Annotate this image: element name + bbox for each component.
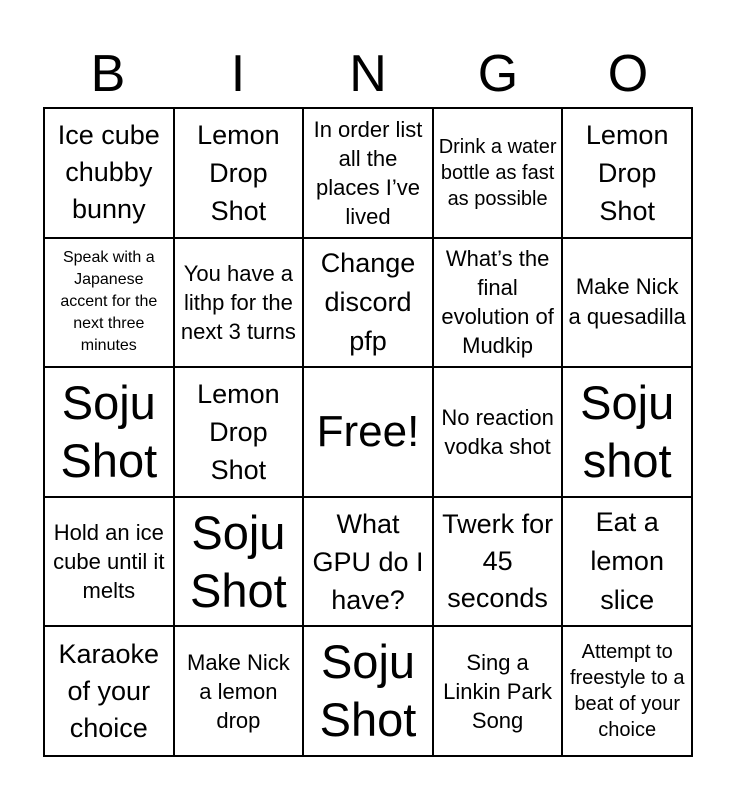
bingo-board	[43, 107, 693, 757]
bingo-cell[interactable]	[433, 238, 563, 368]
cell-text: Soju Shot	[319, 635, 417, 747]
cell-text: Drink a water bottle as fast as possible	[438, 135, 557, 210]
bingo-header	[43, 40, 693, 108]
bingo-cell[interactable]	[303, 238, 433, 368]
bingo-cell[interactable]	[562, 367, 692, 497]
bingo-cell[interactable]	[303, 626, 433, 756]
bingo-cell[interactable]	[44, 626, 174, 756]
bingo-cell[interactable]	[562, 108, 692, 238]
cell-text: In order list all the places I’ve lived	[313, 116, 423, 229]
header-letter-b: B	[90, 45, 126, 103]
bingo-cell[interactable]	[174, 108, 304, 238]
header-letter-n: N	[349, 45, 387, 103]
bingo-cell[interactable]	[433, 108, 563, 238]
cell-text: Lemon Drop Shot	[197, 378, 280, 485]
cell-text: Soju Shot	[60, 375, 158, 487]
cell-text: What’s the final evolution of Mudkip	[441, 246, 554, 359]
bingo-cell[interactable]	[174, 626, 304, 756]
cell-text: Speak with a Japanese accent for the next three minutes	[60, 249, 158, 355]
cell-text: Eat a lemon slice	[590, 507, 664, 616]
cell-text: Change discord pfp	[320, 247, 416, 356]
cell-text: Hold an ice cube until it melts	[53, 520, 165, 604]
cell-text: Lemon Drop Shot	[197, 119, 280, 226]
cell-text: You have a lithp for the next 3 turns	[180, 260, 296, 344]
cell-text: What GPU do I have?	[312, 508, 424, 615]
cell-text: Karaoke of your choice	[58, 638, 160, 743]
cell-text: Soju shot	[580, 375, 675, 487]
cell-text: Ice cube chubby bunny	[57, 120, 160, 225]
bingo-cell[interactable]	[562, 626, 692, 756]
bingo-cell[interactable]	[562, 238, 692, 368]
bingo-cell[interactable]	[174, 367, 304, 497]
bingo-cell[interactable]	[174, 238, 304, 368]
cell-text: Make Nick a lemon drop	[187, 649, 290, 733]
bingo-cell[interactable]	[303, 108, 433, 238]
bingo-cell-free[interactable]	[303, 367, 433, 497]
bingo-cell[interactable]	[44, 238, 174, 368]
bingo-cell[interactable]	[303, 497, 433, 627]
header-letter-o: O	[607, 45, 649, 103]
cell-text: No reaction vodka shot	[441, 404, 554, 459]
bingo-cell[interactable]	[433, 497, 563, 627]
header-letter-g: G	[477, 45, 519, 103]
bingo-cell[interactable]	[174, 497, 304, 627]
bingo-cell[interactable]	[562, 497, 692, 627]
cell-text: Sing a Linkin Park Song	[443, 649, 553, 733]
cell-text: Attempt to freestyle to a beat of your choice	[569, 641, 685, 742]
bingo-cell[interactable]	[44, 497, 174, 627]
cell-text: Twerk for 45 seconds	[442, 509, 554, 614]
free-space-text: Free!	[316, 406, 420, 456]
cell-text: Make Nick a quesadilla	[568, 274, 686, 330]
cell-text: Soju Shot	[190, 505, 287, 617]
bingo-cell[interactable]	[433, 367, 563, 497]
bingo-cell[interactable]	[44, 108, 174, 238]
bingo-cell[interactable]	[44, 367, 174, 497]
header-letter-i: I	[230, 45, 246, 103]
bingo-cell[interactable]	[433, 626, 563, 756]
cell-text: Lemon Drop Shot	[585, 119, 669, 226]
